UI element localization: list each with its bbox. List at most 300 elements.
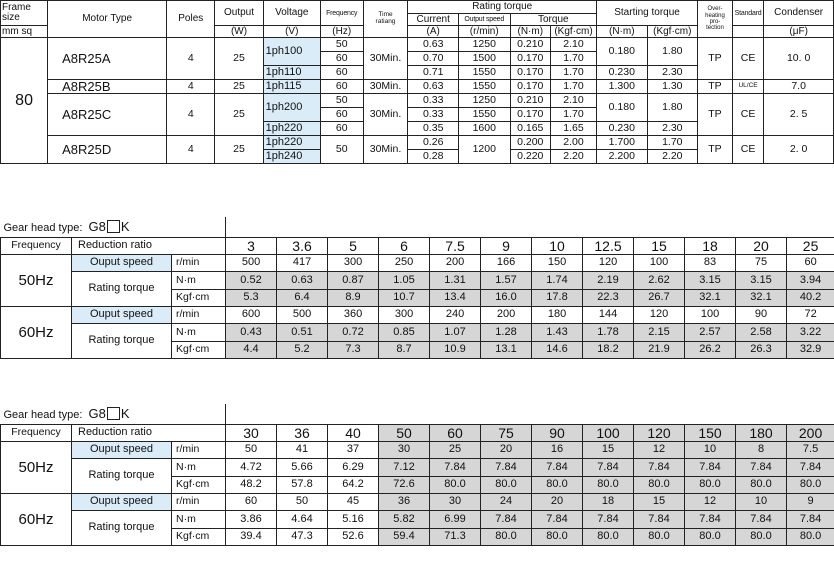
speed-value: 25 [430, 441, 481, 458]
start-kgf-value: 2.20 [647, 150, 698, 164]
condenser-header: Condenser [764, 1, 834, 26]
voltage-value: 1ph220 [263, 122, 320, 136]
torque-nm-value: 1.05 [379, 271, 430, 289]
speed-value: 24 [481, 493, 532, 510]
torque-kgf-value: 80.0 [430, 476, 481, 493]
voltage-value: 1ph100 [263, 38, 320, 66]
voltage-value: 1ph115 [263, 80, 320, 94]
torque-kgf-value: 14.6 [532, 341, 583, 358]
torque-nm-value: 0.87 [328, 271, 379, 289]
speed-value: 150 [532, 254, 583, 271]
ratio-value: 25 [787, 237, 834, 254]
speed-unit: r/min [172, 493, 226, 510]
torque-kgf-value: 32.1 [736, 289, 787, 306]
ratio-value: 90 [532, 424, 583, 441]
speed-unit: r/min [172, 306, 226, 323]
torque-nm-value: 7.84 [532, 458, 583, 476]
condenser-unit: (μF) [764, 26, 834, 38]
torque-nm-value: 1.57 [481, 271, 532, 289]
motor-type-header: Motor Type [48, 1, 167, 38]
output-value: 25 [215, 38, 263, 80]
frequency-unit: (Hz) [320, 26, 363, 38]
speed-value: 250 [379, 254, 430, 271]
torque-kgf-value: 80.0 [787, 476, 834, 493]
output-value: 25 [215, 80, 263, 94]
torque-kgf-value: 17.8 [532, 289, 583, 306]
frequency-label: Frequency [1, 424, 72, 441]
torque-kgf-value: 80.0 [685, 528, 736, 545]
gear-head-title: Gear head type: G8 K [1, 404, 226, 424]
speed-value: 1500 [458, 52, 510, 66]
motor-type: A8R25B [48, 80, 167, 94]
ratio-value: 100 [583, 424, 634, 441]
voltage-value: 1ph200 [263, 94, 320, 122]
speed-value: 600 [226, 306, 277, 323]
speed-value: 45 [328, 493, 379, 510]
frequency-header: Frequency [320, 1, 363, 26]
poles-value: 4 [167, 136, 215, 164]
frequency-label: Frequency [1, 237, 72, 254]
frequency-value: 50Hz [1, 441, 72, 493]
speed-value: 50 [277, 493, 328, 510]
torque-nm-value: 7.84 [787, 458, 834, 476]
speed-value: 200 [430, 254, 481, 271]
speed-value: 18 [583, 493, 634, 510]
current-value: 0.33 [408, 108, 459, 122]
protection-value: TP [698, 136, 733, 164]
torque-nm-value: 1.78 [583, 323, 634, 341]
torque-kgf-value: 26.3 [736, 341, 787, 358]
ratio-value: 120 [634, 424, 685, 441]
frame-size-header: Frame size [1, 1, 48, 26]
torque-nm-value: 7.84 [685, 458, 736, 476]
speed-value: 300 [328, 254, 379, 271]
motor-row [1, 94, 834, 108]
current-value: 0.28 [408, 150, 459, 164]
speed-value: 20 [481, 441, 532, 458]
speed-value: 36 [379, 493, 430, 510]
output-speed-unit: (r/min) [458, 26, 510, 38]
gear-head-table-1 [0, 217, 834, 359]
motor-spec-table [0, 0, 834, 164]
torque-kgf-value: 80.0 [481, 528, 532, 545]
speed-value: 144 [583, 306, 634, 323]
motor-type: A8R25A [48, 38, 167, 80]
kgf-unit: Kgf·cm [172, 341, 226, 358]
speed-row [1, 306, 834, 323]
torque-kgf-value: 80.0 [787, 528, 834, 545]
output-speed-label: Ouput speed [72, 254, 172, 271]
torque-nm-value: 7.84 [736, 458, 787, 476]
torque-nm-value: 0.170 [510, 80, 550, 94]
ratio-value: 18 [685, 237, 736, 254]
gear-head-title: Gear head type: G8 K [1, 217, 226, 237]
torque-nm-value: 2.19 [583, 271, 634, 289]
frequency-value: 50 [320, 94, 363, 108]
torque-nm-value: 7.84 [583, 510, 634, 528]
poles-header: Poles [167, 1, 215, 38]
motor-row [1, 136, 834, 150]
torque-nm-value: 7.84 [736, 510, 787, 528]
torque-nm-value: 3.86 [226, 510, 277, 528]
motor-row [1, 38, 834, 52]
ratio-value: 7.5 [430, 237, 481, 254]
start-kgf-value: 1.80 [647, 38, 698, 66]
start-nm-value: 0.230 [597, 66, 648, 80]
torque-kgf-value: 1.70 [550, 52, 596, 66]
torque-kgf-value: 21.9 [634, 341, 685, 358]
torque-nm-value: 1.28 [481, 323, 532, 341]
torque-nm-value: 6.29 [328, 458, 379, 476]
speed-value: 1550 [458, 108, 510, 122]
current-unit: (A) [408, 26, 459, 38]
torque-kgf-value: 5.3 [226, 289, 277, 306]
speed-value: 1600 [458, 122, 510, 136]
torque-nm-value: 7.84 [685, 510, 736, 528]
start-nm-value: 1.300 [597, 80, 648, 94]
torque-nm-row [1, 271, 834, 289]
speed-value: 120 [583, 254, 634, 271]
torque-nm-value: 0.170 [510, 66, 550, 80]
torque-kgf-value: 71.3 [430, 528, 481, 545]
torque-nm-value: 0.170 [510, 52, 550, 66]
start-kgf-value: 1.70 [647, 136, 698, 150]
voltage-unit: (V) [263, 26, 320, 38]
torque-kgf-value: 22.3 [583, 289, 634, 306]
speed-value: 72 [787, 306, 834, 323]
ratio-value: 150 [685, 424, 736, 441]
torque-kgf-unit: (Kgf·cm) [550, 26, 596, 38]
torque-nm-value: 0.210 [510, 94, 550, 108]
torque-kgf-value: 80.0 [634, 476, 685, 493]
torque-nm-value: 3.94 [787, 271, 834, 289]
torque-kgf-value: 80.0 [736, 476, 787, 493]
speed-value: 75 [736, 254, 787, 271]
poles-value: 4 [167, 80, 215, 94]
torque-nm-value: 5.82 [379, 510, 430, 528]
speed-value: 50 [226, 441, 277, 458]
torque-nm-value: 4.64 [277, 510, 328, 528]
torque-nm-value: 0.210 [510, 38, 550, 52]
torque-nm-value: 1.07 [430, 323, 481, 341]
torque-kgf-value: 47.3 [277, 528, 328, 545]
current-header: Current [408, 14, 459, 26]
torque-nm-value: 1.31 [430, 271, 481, 289]
torque-kgf-value: 2.10 [550, 38, 596, 52]
speed-value: 83 [685, 254, 736, 271]
time-rating-value: 30Min. [363, 38, 408, 80]
voltage-header: Voltage [263, 1, 320, 26]
voltage-value: 1ph110 [263, 66, 320, 80]
poles-value: 4 [167, 94, 215, 136]
torque-kgf-value: 80.0 [583, 528, 634, 545]
torque-kgf-value: 4.4 [226, 341, 277, 358]
speed-value: 15 [583, 441, 634, 458]
ratio-value: 40 [328, 424, 379, 441]
speed-value: 180 [532, 306, 583, 323]
torque-nm-value: 3.15 [736, 271, 787, 289]
torque-nm-value: 6.99 [430, 510, 481, 528]
speed-value: 37 [328, 441, 379, 458]
torque-kgf-value: 48.2 [226, 476, 277, 493]
torque-kgf-value: 72.6 [379, 476, 430, 493]
current-value: 0.71 [408, 66, 459, 80]
ratio-value: 6 [379, 237, 430, 254]
start-kgf-unit: (Kgf·cm) [647, 26, 698, 38]
torque-kgf-value: 18.2 [583, 341, 634, 358]
torque-nm-value: 2.15 [634, 323, 685, 341]
torque-kgf-value: 64.2 [328, 476, 379, 493]
speed-value: 41 [277, 441, 328, 458]
torque-kgf-value: 80.0 [736, 528, 787, 545]
title-spacer [226, 217, 834, 237]
speed-value: 1250 [458, 38, 510, 52]
box-symbol [107, 220, 120, 233]
ratio-value: 3 [226, 237, 277, 254]
start-kgf-value: 2.30 [647, 122, 698, 136]
torque-nm-value: 7.84 [481, 510, 532, 528]
torque-kgf-value: 2.00 [550, 136, 596, 150]
standard-unit-blank [732, 26, 763, 38]
torque-kgf-value: 39.4 [226, 528, 277, 545]
ratio-value: 50 [379, 424, 430, 441]
motor-type: A8R25D [48, 136, 167, 164]
current-value: 0.63 [408, 80, 459, 94]
speed-value: 8 [736, 441, 787, 458]
torque-nm-value: 2.58 [736, 323, 787, 341]
torque-kgf-value: 59.4 [379, 528, 430, 545]
nm-unit: N·m [172, 458, 226, 476]
standard-value: CE [732, 94, 763, 136]
speed-value: 20 [532, 493, 583, 510]
torque-nm-value: 1.74 [532, 271, 583, 289]
torque-kgf-value: 26.2 [685, 341, 736, 358]
protection-value: TP [698, 94, 733, 136]
ratio-value: 60 [430, 424, 481, 441]
condenser-value: 7.0 [764, 80, 834, 94]
torque-nm-value: 4.72 [226, 458, 277, 476]
kgf-unit: Kgf·cm [172, 289, 226, 306]
title-spacer [226, 404, 834, 424]
speed-value: 500 [277, 306, 328, 323]
output-speed-label: Ouput speed [72, 493, 172, 510]
speed-value: 30 [430, 493, 481, 510]
torque-kgf-value: 10.7 [379, 289, 430, 306]
torque-kgf-value: 2.10 [550, 94, 596, 108]
torque-kgf-value: 1.70 [550, 80, 596, 94]
start-nm-value: 0.180 [597, 38, 648, 66]
speed-value: 1550 [458, 80, 510, 94]
start-nm-value: 0.230 [597, 122, 648, 136]
standard-value: UL/CE [732, 80, 763, 94]
speed-row [1, 441, 834, 458]
torque-nm-value: 7.84 [430, 458, 481, 476]
starting-torque-header: Starting torque [597, 1, 698, 26]
ratio-value: 12.5 [583, 237, 634, 254]
speed-value: 240 [430, 306, 481, 323]
start-nm-value: 2.200 [597, 150, 648, 164]
speed-value: 300 [379, 306, 430, 323]
nm-unit: N·m [172, 323, 226, 341]
speed-value: 60 [787, 254, 834, 271]
torque-nm-value: 7.84 [634, 458, 685, 476]
speed-unit: r/min [172, 441, 226, 458]
ratio-value: 20 [736, 237, 787, 254]
ratio-value: 10 [532, 237, 583, 254]
condenser-value: 2. 5 [764, 94, 834, 136]
frequency-value: 50 [320, 136, 363, 164]
speed-value: 120 [634, 306, 685, 323]
motor-type: A8R25C [48, 94, 167, 136]
speed-value: 417 [277, 254, 328, 271]
start-nm-unit: (N·m) [597, 26, 648, 38]
torque-nm-row [1, 510, 834, 528]
torque-kgf-value: 26.7 [634, 289, 685, 306]
start-kgf-value: 1.80 [647, 94, 698, 122]
ratio-value: 9 [481, 237, 532, 254]
nm-unit: N·m [172, 271, 226, 289]
torque-nm-value: 3.22 [787, 323, 834, 341]
speed-value: 9 [787, 493, 834, 510]
current-value: 0.35 [408, 122, 459, 136]
torque-kgf-value: 16.0 [481, 289, 532, 306]
torque-nm-value: 7.12 [379, 458, 430, 476]
speed-value: 360 [328, 306, 379, 323]
current-value: 0.63 [408, 38, 459, 52]
frequency-value: 60 [320, 108, 363, 122]
start-nm-value: 0.180 [597, 94, 648, 122]
torque-kgf-value: 1.70 [550, 108, 596, 122]
torque-kgf-value: 1.70 [550, 66, 596, 80]
torque-nm-value: 0.72 [328, 323, 379, 341]
rating-torque-header: Rating torque [408, 1, 597, 14]
speed-value: 12 [685, 493, 736, 510]
speed-value: 30 [379, 441, 430, 458]
protection-value: TP [698, 80, 733, 94]
speed-value: 15 [634, 493, 685, 510]
output-speed-label: Ouput speed [72, 306, 172, 323]
torque-nm-value: 7.84 [787, 510, 834, 528]
torque-kgf-value: 80.0 [532, 528, 583, 545]
speed-value: 500 [226, 254, 277, 271]
speed-value: 100 [685, 306, 736, 323]
torque-nm-value: 7.84 [532, 510, 583, 528]
nm-unit: N·m [172, 510, 226, 528]
torque-kgf-value: 32.1 [685, 289, 736, 306]
torque-nm-value: 3.15 [685, 271, 736, 289]
protection-value: TP [698, 38, 733, 80]
output-value: 25 [215, 94, 263, 136]
standard-value: CE [732, 38, 763, 80]
ratio-value: 75 [481, 424, 532, 441]
speed-value: 7.5 [787, 441, 834, 458]
frequency-value: 60Hz [1, 493, 72, 545]
frame-size-value: 80 [1, 38, 48, 164]
frequency-value: 50 [320, 38, 363, 52]
ratio-value: 180 [736, 424, 787, 441]
gear-head-table-2 [0, 404, 834, 546]
torque-nm-row [1, 323, 834, 341]
output-speed-label: Ouput speed [72, 441, 172, 458]
torque-nm-value: 0.170 [510, 108, 550, 122]
current-value: 0.70 [408, 52, 459, 66]
torque-kgf-value: 80.0 [583, 476, 634, 493]
torque-kgf-value: 52.6 [328, 528, 379, 545]
box-symbol [107, 407, 120, 420]
speed-value: 90 [736, 306, 787, 323]
speed-value: 100 [634, 254, 685, 271]
speed-value: 16 [532, 441, 583, 458]
torque-kgf-value: 7.3 [328, 341, 379, 358]
torque-kgf-value: 40.2 [787, 289, 834, 306]
torque-nm-value: 0.52 [226, 271, 277, 289]
torque-kgf-value: 2.20 [550, 150, 596, 164]
time-rating-value: 30Min. [363, 80, 408, 94]
reduction-ratio-label: Reduction ratio [72, 424, 226, 441]
rating-torque-label: Rating torque [72, 458, 172, 493]
torque-nm-value: 0.85 [379, 323, 430, 341]
torque-nm-value: 0.200 [510, 136, 550, 150]
speed-row [1, 254, 834, 271]
rating-torque-label: Rating torque [72, 271, 172, 306]
speed-value: 10 [685, 441, 736, 458]
ratio-value: 3.6 [277, 237, 328, 254]
motor-row [1, 80, 834, 94]
torque-nm-value: 1.43 [532, 323, 583, 341]
ratio-value: 15 [634, 237, 685, 254]
frequency-value: 60Hz [1, 306, 72, 358]
poles-value: 4 [167, 38, 215, 80]
torque-nm-value: 0.63 [277, 271, 328, 289]
output-speed-header: Output speed [458, 14, 510, 26]
standard-header: Standard [732, 1, 763, 26]
torque-kgf-value: 57.8 [277, 476, 328, 493]
speed-value: 166 [481, 254, 532, 271]
voltage-value: 1ph220 [263, 136, 320, 150]
torque-kgf-value: 1.65 [550, 122, 596, 136]
output-value: 25 [215, 136, 263, 164]
ratio-value: 36 [277, 424, 328, 441]
speed-value: 10 [736, 493, 787, 510]
torque-nm-value: 5.66 [277, 458, 328, 476]
standard-value: CE [732, 136, 763, 164]
torque-nm-value: 0.51 [277, 323, 328, 341]
rating-torque-label: Rating torque [72, 323, 172, 358]
kgf-unit: Kgf·cm [172, 476, 226, 493]
torque-nm-value: 5.16 [328, 510, 379, 528]
voltage-value: 1ph240 [263, 150, 320, 164]
kgf-unit: Kgf·cm [172, 528, 226, 545]
current-value: 0.33 [408, 94, 459, 108]
speed-value: 12 [634, 441, 685, 458]
torque-kgf-value: 6.4 [277, 289, 328, 306]
current-value: 0.26 [408, 136, 459, 150]
torque-kgf-value: 32.9 [787, 341, 834, 358]
torque-kgf-value: 8.7 [379, 341, 430, 358]
time-rating-value: 30Min. [363, 94, 408, 136]
frequency-value: 60 [320, 80, 363, 94]
condenser-value: 10. 0 [764, 38, 834, 80]
speed-value: 1200 [458, 136, 510, 164]
reduction-ratio-label: Reduction ratio [72, 237, 226, 254]
torque-kgf-value: 5.2 [277, 341, 328, 358]
overheating-header: Over- heating pro- tection [698, 1, 733, 38]
torque-kgf-value: 80.0 [532, 476, 583, 493]
torque-nm-value: 0.43 [226, 323, 277, 341]
speed-value: 1550 [458, 66, 510, 80]
start-kgf-value: 2.30 [647, 66, 698, 80]
ratio-value: 200 [787, 424, 834, 441]
